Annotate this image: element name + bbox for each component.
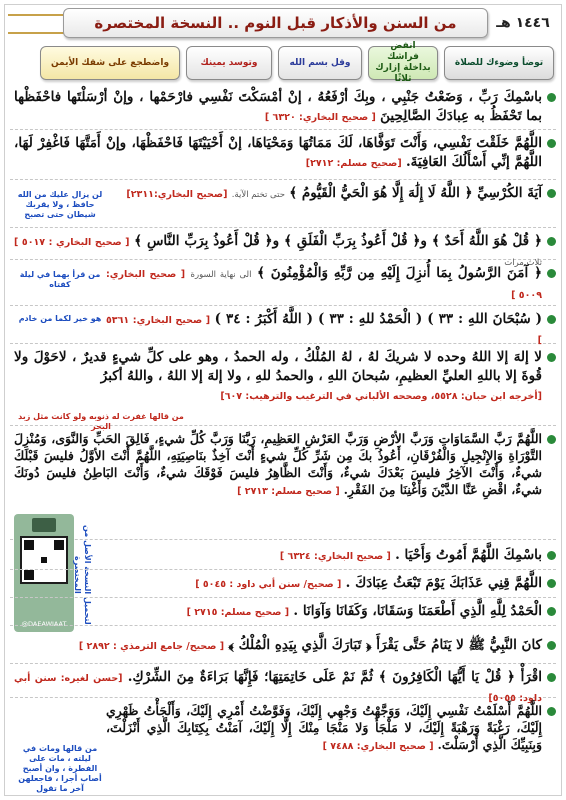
dhikr-text: اللَّهُمَّ رَبَّ السَّمَاوَاتِ وَرَبَّ الأرْضِ وَرَبَّ العَرْشِ العَظِيمِ، رَبَّنَا وَرَبَّ كُلِّ شيءٍ، فَالِقَ الحَبِّ وَالنَّوَى، وَمُنْزِلَ التَّوْرَاةِ وَالإِنْجِيلِ وَالْفُرْقَانِ، أَعُوذُ بكَ مِن شَرِّ كُلِّ شيءٍ أَنْتَ آخِذٌ بنَاصِيَتِهِ، اللَّهُمَّ أَنْتَ الأوَّلُ فليسَ قَبْلَكَ شيءٌ، وَأَنْتَ الآخِرُ فليسَ بَعْدَكَ شيءٌ، وَأَنْتَ الظَّاهِرُ فليسَ فَوْقَكَ شيءٌ، وَأَنْتَ البَاطِنُ فليسَ دُونَكَ شيءٌ، اقْضِ عَنَّا الدَّيْنَ وَأَغْنِنَا مِنَ الفَقْرِ. [14, 431, 542, 497]
hadith-source: [ صحيح/ سنن أبي داود : ٥٠٤٥ ] [195, 579, 342, 590]
hadith-source: [أخرجه ابن حبان: ٥٥٢٨، وصححه الألباني في الترغيب والترهيب: ٦٠٧] [220, 391, 542, 402]
dhikr-text: ﴿ آمَنَ الرَّسُولُ بِمَا أُنزِلَ إِلَيْهِ مِن رَّبِّهِ وَالْمُؤْمِنُونَ ﴾ [256, 265, 542, 281]
dhikr-row [10, 184, 556, 228]
dhikr-text: اللَّهُمَّ خَلَقْتَ نَفْسِي، وَأَنْتَ تَوَفَّاهَا، لَكَ مَمَاتُهَا وَمَحْيَاهَا، إنْ أَحْيَيْتَهَا فَاحْفَظْهَا، وإنْ أَمَتَّهَا فَاغْفِرْ لَهَا، اللَّهُمَّ إنِّي أَسْأَلُكَ العَافِيَةَ. [14, 135, 542, 170]
step-right-side-button[interactable]: واضطجع على شقك الأيمن [40, 46, 180, 80]
dhikr-row [10, 574, 556, 598]
virtue-note: من قالها ومات في ليلته ، مات على الفطرة ، وان أصبح أصاب أجرا ، فاجعلهن آخر ما تقول [18, 744, 102, 793]
hadith-source: [ صحيح مسلم: ٢٧١٥ ] [186, 607, 290, 618]
bullet-icon [547, 353, 556, 362]
bullet-icon [547, 641, 556, 650]
virtue-note: من قالها غفرت له ذنوبه ولو كانت مثل زبد البحر [18, 412, 184, 431]
dhikr-row [10, 348, 556, 431]
dhikr-text: كانَ النَّبِيُّ ﷺ لا يَنَامُ حَتَّى يَقْرَأَ ﴿ تَبَارَكَ الَّذِي بِيَدِهِ الْمُلْكُ ﴾ [228, 637, 542, 653]
dhikr-note: ثلاث مرات [504, 258, 542, 268]
dhikr-text: الْحَمْدُ لِلَّهِ الَّذِي أَطْعَمَنَا وَسَقَانَا، وَكَفَانَا وَآوَانَا . [293, 603, 542, 619]
bullet-icon [547, 139, 556, 148]
step-bismillah-button[interactable]: وقل بسم الله [278, 46, 362, 80]
bullet-icon [547, 579, 556, 588]
bullet-icon [547, 607, 556, 616]
dhikr-row [10, 702, 556, 792]
hadith-source: [ صحيح البخاري: ٦٣٢٠ ] [264, 112, 376, 123]
step-wudu-button[interactable]: توضأ وضوءك للصلاة [444, 46, 554, 80]
dhikr-row [10, 88, 556, 130]
hadith-source: [ صحيح مسلم: ٢٧١٣ ] [237, 486, 340, 497]
dhikr-text: باسْمِكَ رَبِّ ، وَضَعْتُ جَنْبِي ، وبِكَ أرْفَعُهُ ، إنْ أمْسَكْتَ نَفْسِي فارْحَمْها ، وإنْ أرْسَلْتَها فاحْفَظْها بما تَحْفَظُ به عِبادَكَ الصَّالِحِينَ [14, 89, 542, 124]
dhikr-text: آيَةَ الكُرْسِيِّ ﴿ اللَّهُ لَا إِلَٰهَ إِلَّا هُوَ الْحَيُّ الْقَيُّومُ ﴾ [289, 185, 542, 201]
dhikr-text: لا إلهَ إلا اللهُ وحده لا شريكَ لهُ ، لهُ المُلْكُ ، وله الحمدُ ، وهو على كلِّ شيءٍ قديرٌ ، لاحَوْلَ ولا قُوةَ إلا باللهِ العليِّ العظيمِ، سُبحانَ اللهِ ، والحمدُ للهِ ، ولا إلهَ إلا اللهُ ، واللهُ أكبرُ [14, 349, 542, 384]
dhikr-row [10, 602, 556, 626]
dhikr-text: ﴿ قُلْ هُوَ اللَّهُ أَحَدٌ ﴾ و﴿ قُلْ أَعُوذُ بِرَبِّ الْفَلَقِ ﴾ و﴿ قُلْ أَعُوذُ بِرَبِّ النَّاسِ ﴾ [134, 233, 542, 249]
step-right-hand-button[interactable]: وتوسد يمينك [186, 46, 272, 80]
qr-handle: @DAEAWIAAT [21, 620, 67, 628]
hadith-source: [ صحيح البخاري: ٥٠٠٩ ] [106, 269, 542, 301]
logo-icon [32, 518, 56, 532]
dhikr-text: اللَّهُمَّ أَسْلَمْتُ نَفْسِي إِلَيْكَ، وَوَجَّهْتُ وَجْهِي إِلَيْكَ، وَفَوَّضْتُ أَمْرِي إِلَيْكَ، وَأَلْجَأْتُ ظَهْرِي إِلَيْكَ، رَغْبَةً وَرَهْبَةً إِلَيْكَ، لا مَلْجَأَ وَلا مَنْجَا مِنْكَ إِلَّا إِلَيْكَ، آمَنْتُ بِكِتَابِكَ الَّذِي أَنْزَلْتَ، وَبِنَبِيِّكَ الَّذِي أَرْسَلْتَ. [106, 703, 542, 752]
dhikr-row [10, 310, 556, 344]
dhikr-text: اللَّهُمَّ قِنِي عَذَابَكَ يَوْمَ تَبْعَثُ عِبَادَكَ . [345, 575, 542, 591]
bullet-icon [547, 315, 556, 324]
hadith-source: [ صحيح البخاري: ٥٣٦١ ] [106, 315, 542, 346]
bullet-icon [547, 551, 556, 560]
hadith-source: [ صحيح/ جامع الترمذي : ٢٨٩٢ ] [78, 641, 225, 652]
dhikr-row [10, 232, 556, 268]
hadith-source: [حسن لغيره: سنن أبي داود: ٥٠٥٥] [14, 673, 542, 704]
hadith-source: [صحيح مسلم: ٢٧١٢] [305, 158, 402, 169]
bullet-icon [547, 237, 556, 246]
dhikr-row [10, 636, 556, 664]
dhikr-note: الى نهاية السورة [190, 270, 252, 280]
bullet-icon [547, 93, 556, 102]
bullet-icon [547, 707, 556, 716]
page-title: من السنن والأذكار قبل النوم .. النسخة المختصرة [63, 8, 488, 38]
dhikr-row [10, 134, 556, 180]
bullet-icon [547, 269, 556, 278]
virtue-note: لن يزال عليك من الله حافظ ، ولا يقربك شيطان حتى تصبح [17, 190, 103, 219]
dhikr-text: اقْرَأْ ﴿ قُلْ يَا أَيُّهَا الْكَافِرُونَ ﴾ ثُمَّ نَمْ عَلَى خَاتِمَتِهَا؛ فَإِنَّهَا بَرَاءَةٌ مِنَ الشِّرْكِ. [127, 669, 542, 685]
bullet-icon [547, 673, 556, 682]
dhikr-text: ( سُبْحَانَ اللهِ : ٣٣ ) ( الْحَمْدُ للهِ : ٣٣ ) ( اللَّهُ أَكْبَرُ : ٣٤ ) [214, 311, 543, 327]
virtue-note: هو خير لكما من خادم [18, 314, 102, 323]
hadith-source: [ صحيح البخاري: ٦٣٢٤ ] [279, 551, 391, 562]
year-label: ١٤٤٦ هـ [496, 15, 550, 31]
virtue-note: من قرأ بهما في ليلة كفتاه [19, 270, 101, 289]
page-header [8, 8, 558, 38]
dhikr-row [10, 546, 556, 570]
qr-caption: لتحميل النسخة الأصل من المختصرة [73, 525, 92, 625]
steps-bar [10, 41, 554, 84]
dhikr-row [10, 668, 556, 704]
hadith-source: [ صحيح البخاري : ٥٠١٧ ] [14, 237, 130, 248]
bullet-icon [547, 435, 556, 444]
step-shake-bed-button[interactable]: انفض فراشك بداخلة إزارك ثلاثًا [368, 46, 438, 80]
dhikr-row [10, 264, 556, 306]
dhikr-note: حتى تختم الآية. [231, 190, 285, 200]
dhikr-text: باسْمِكَ اللَّهُمَّ أَمُوتُ وَأَحْيَا . [395, 547, 542, 563]
bullet-icon [547, 189, 556, 198]
hadith-source: [صحيح البخاري:٢٣١١] [126, 189, 228, 200]
hadith-source: [ صحيح البخاري: ٧٤٨٨ ] [322, 741, 434, 752]
